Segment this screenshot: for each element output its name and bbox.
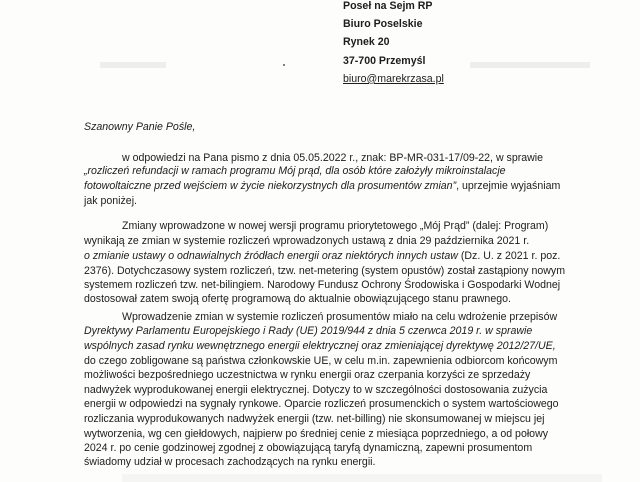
show-through-mark xyxy=(100,62,166,68)
p3-line-2: Dyrektywy Parlamentu Europejskiego i Rady (UE) 2019/944 z dnia 5 czerwca 2019 r. w sprawie xyxy=(84,325,533,337)
p2-line-3: o zmianie ustawy o odnawialnych źródłach energii oraz niektórych innych ustaw (Dz. U. z 2021 r. poz. xyxy=(84,250,561,262)
address-line-2: Biuro Poselskie xyxy=(343,18,423,31)
p1-line-2: „rozliczeń refundacji w ramach programu Mój prąd, dla osób które założyły mikroinstalacje xyxy=(84,165,506,177)
p2-line-2: wynikają ze zmian w systemie rozliczeń wprowadzonych ustawą z dnia 29 października 2021 r. xyxy=(84,235,530,247)
p1-line-1: w odpowiedzi na Pana pismo z dnia 05.05.2022 r., znak: BP-MR-031-17/09-22, w sprawie xyxy=(122,152,544,164)
address-line-3: Rynek 20 xyxy=(343,36,390,49)
p1-line-3: fotowoltaiczne przed wejściem w życie niekorzystnych dla prosumentów zmian”, uprzejmie wyjaśniam xyxy=(84,180,561,192)
p3-line-8: rozliczania wyprodukowanych nadwyżek energii (tzw. net-billing) nie skonsumowanej w miejscu jej xyxy=(84,413,545,425)
p3-line-6: nadwyżek wyprodukowanej energii elektrycznej. Dotyczy to w szczególności dostosowania zużycia xyxy=(84,384,548,396)
dot-mark xyxy=(283,64,285,66)
p3-line-3: wspólnych zasad rynku wewnętrznego energii elektrycznej oraz zmieniającej dyrektywę 2012/27/UE, xyxy=(84,340,556,352)
p2-line-4: 2376). Dotychczasowy system rozliczeń, tzw. net-metering (system opustów) został zastąpiony nowym xyxy=(84,265,566,277)
p3-line-11: świadomy udział w procesach zachodzących na rynku energii. xyxy=(84,456,376,468)
address-email: biuro@marekrzasa.pl xyxy=(343,72,444,85)
p3-line-1: Wprowadzenie zmian w systemie rozliczeń prosumentów miało na celu wdrożenie przepisów xyxy=(122,311,558,323)
p3-line-10: 2024 r. po cenie godzinowej zgodnej z obowiązującą taryfą dynamiczną, zapewni prosumentom xyxy=(84,442,533,454)
p3-line-7: energii w odpowiedzi na sygnały rynkowe. Oparcie rozliczeń prosumenckich o system wartościowego xyxy=(84,398,559,410)
p2-line-5: systemem rozliczeń tzw. net-bilingiem. Narodowy Fundusz Ochrony Środowiska i Gospodarki Wodnej xyxy=(84,279,561,291)
p3-line-4: do czego zobligowane są państwa członkowskie UE, w celu m.in. zapewnienia odbiorcom końcowym xyxy=(84,355,558,367)
show-through-mark xyxy=(122,474,602,482)
p2-line-6: dostosował zatem swoją ofertę programową do aktualnie obowiązującego stanu prawnego. xyxy=(84,293,511,305)
p3-line-9: wytworzenia, wg cen giełdowych, najpierw po średniej cenie z miesiąca poprzedniego, a od połowy xyxy=(84,428,549,440)
show-through-mark xyxy=(470,62,590,68)
p1-line-4: jak poniżej. xyxy=(84,195,137,207)
salutation: Szanowny Panie Pośle, xyxy=(84,121,196,133)
p3-line-5: możliwości bezpośredniego uczestnictwa w rynku energii oraz czerpania korzyści ze sprzedaży xyxy=(84,369,531,381)
address-line-1: Poseł na Sejm RP xyxy=(343,0,433,12)
p1-line-3-italic: fotowoltaiczne przed wejściem w życie niekorzystnych dla prosumentów zmian” xyxy=(84,180,457,192)
recipient-address xyxy=(343,0,444,88)
p2-line-1: Zmiany wprowadzone w nowej wersji programu priorytetowego „Mój Prąd” (dalej: Program) xyxy=(122,220,549,232)
address-line-4: 37-700 Przemyśl xyxy=(343,54,426,67)
